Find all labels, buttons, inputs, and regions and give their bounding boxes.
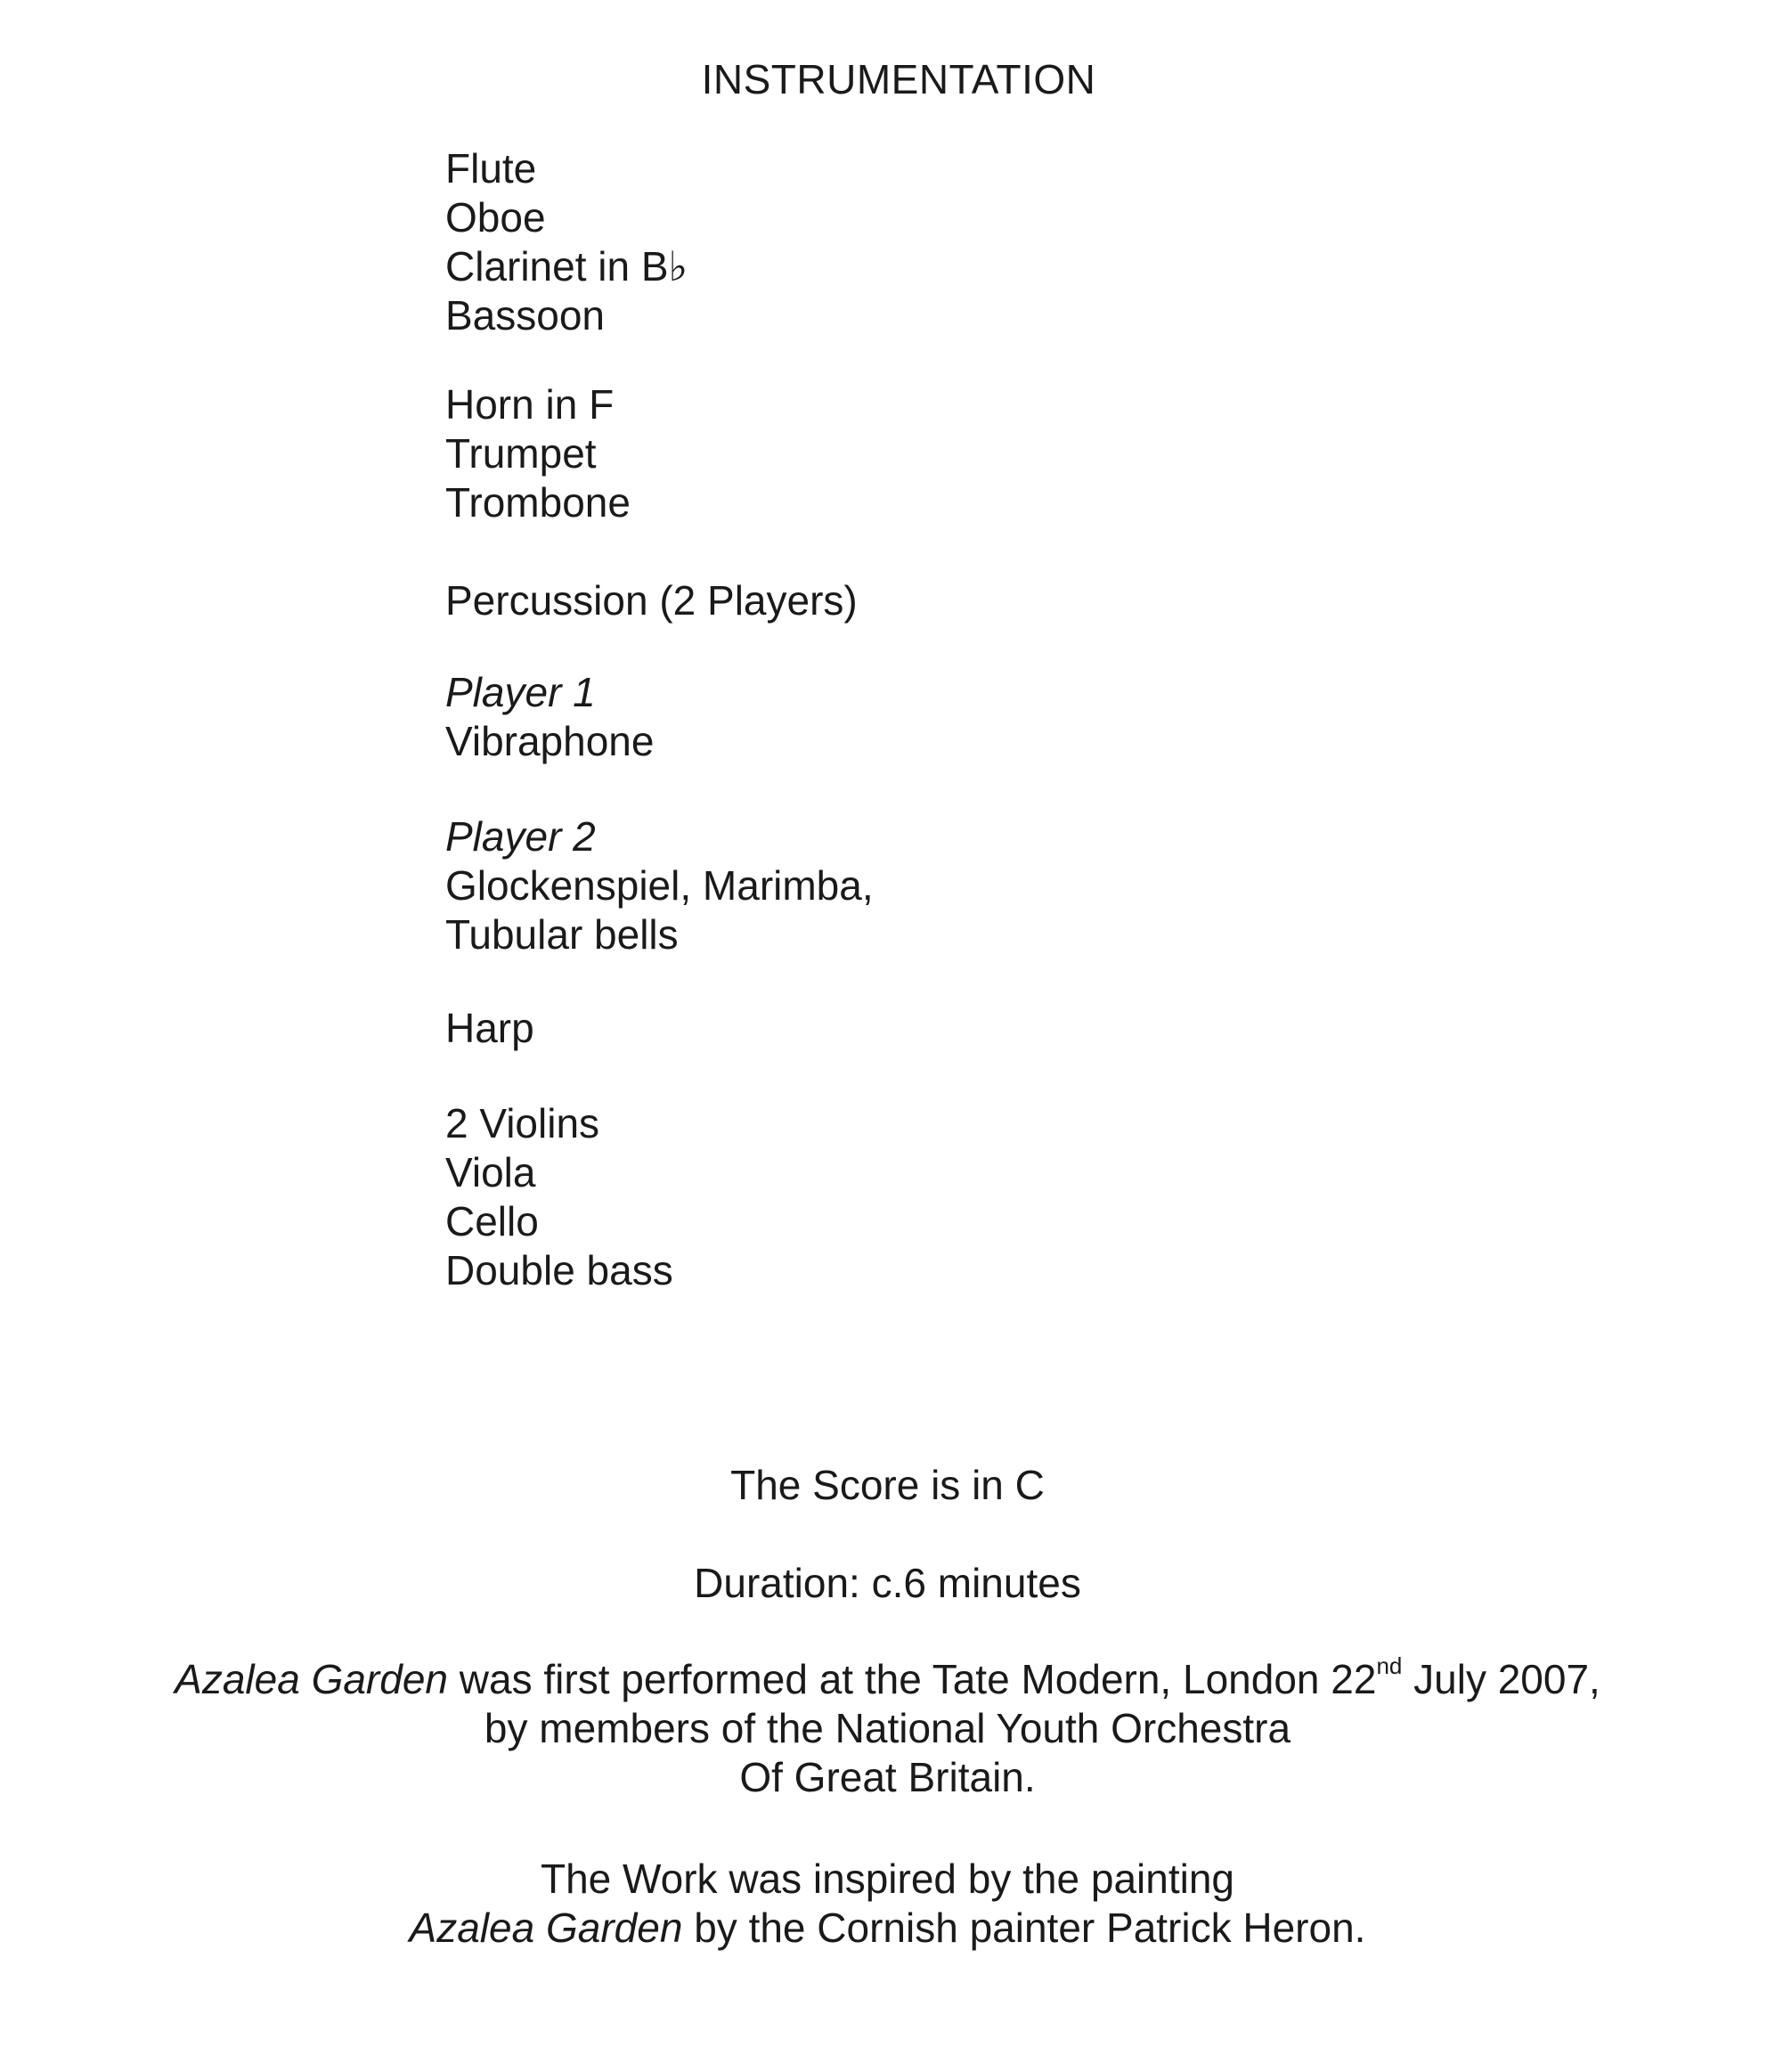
instrument-violins: 2 Violins xyxy=(445,1100,600,1146)
instrument-flute: Flute xyxy=(445,145,537,192)
premiere-line-2: by members of the National Youth Orchestra xyxy=(484,1705,1291,1751)
instrument-oboe: Oboe xyxy=(445,194,546,241)
duration-text: Duration: c.6 minutes xyxy=(694,1560,1081,1606)
instrument-bassoon: Bassoon xyxy=(445,292,606,339)
inspiration-line-2-text: by the Cornish painter Patrick Heron. xyxy=(682,1905,1366,1951)
instrument-horn: Horn in F xyxy=(445,381,615,428)
player2-label: Player 2 xyxy=(445,813,596,860)
premiere-work-title: Azalea Garden xyxy=(175,1656,449,1702)
strings-group xyxy=(445,1099,874,1295)
instrument-viola: Viola xyxy=(445,1149,536,1195)
inspiration-line-2 xyxy=(0,1904,1775,1953)
percussion-group xyxy=(445,576,874,625)
instrument-list xyxy=(445,144,874,1295)
inspiration-work-title: Azalea Garden xyxy=(409,1905,683,1951)
premiere-line-1-end: July 2007, xyxy=(1402,1656,1600,1702)
player1-group xyxy=(445,668,874,766)
instrument-trumpet: Trumpet xyxy=(445,430,597,477)
instrument-glockenspiel-marimba: Glockenspiel, Marimba, xyxy=(445,862,874,909)
premiere-line-1-text: was first performed at the Tate Modern, London 22 xyxy=(448,1656,1377,1702)
instrument-tubular-bells: Tubular bells xyxy=(445,911,679,958)
premiere-note xyxy=(0,1652,1775,1802)
instrument-double-bass: Double bass xyxy=(445,1247,673,1293)
woodwind-group xyxy=(445,144,874,340)
inspiration-note xyxy=(0,1855,1775,1953)
premiere-line-3: Of Great Britain. xyxy=(739,1754,1036,1800)
percussion-heading: Percussion (2 Players) xyxy=(445,577,858,624)
premiere-ordinal: nd xyxy=(1376,1652,1403,1679)
instrument-trombone: Trombone xyxy=(445,479,631,526)
instrument-clarinet: Clarinet in B♭ xyxy=(445,243,688,290)
duration-note xyxy=(0,1559,1775,1608)
player2-group xyxy=(445,812,874,959)
instrument-harp: Harp xyxy=(445,1005,534,1051)
inspiration-line-1: The Work was inspired by the painting xyxy=(541,1856,1234,1902)
harp-group xyxy=(445,1004,874,1053)
score-key-note xyxy=(0,1461,1775,1510)
premiere-line-1 xyxy=(0,1652,1775,1704)
score-transposition: The Score is in C xyxy=(730,1462,1045,1508)
page-title: INSTRUMENTATION xyxy=(701,56,1096,102)
instrument-cello: Cello xyxy=(445,1198,539,1244)
instrument-vibraphone: Vibraphone xyxy=(445,718,655,764)
player1-label: Player 1 xyxy=(445,669,596,715)
brass-group xyxy=(445,380,874,527)
